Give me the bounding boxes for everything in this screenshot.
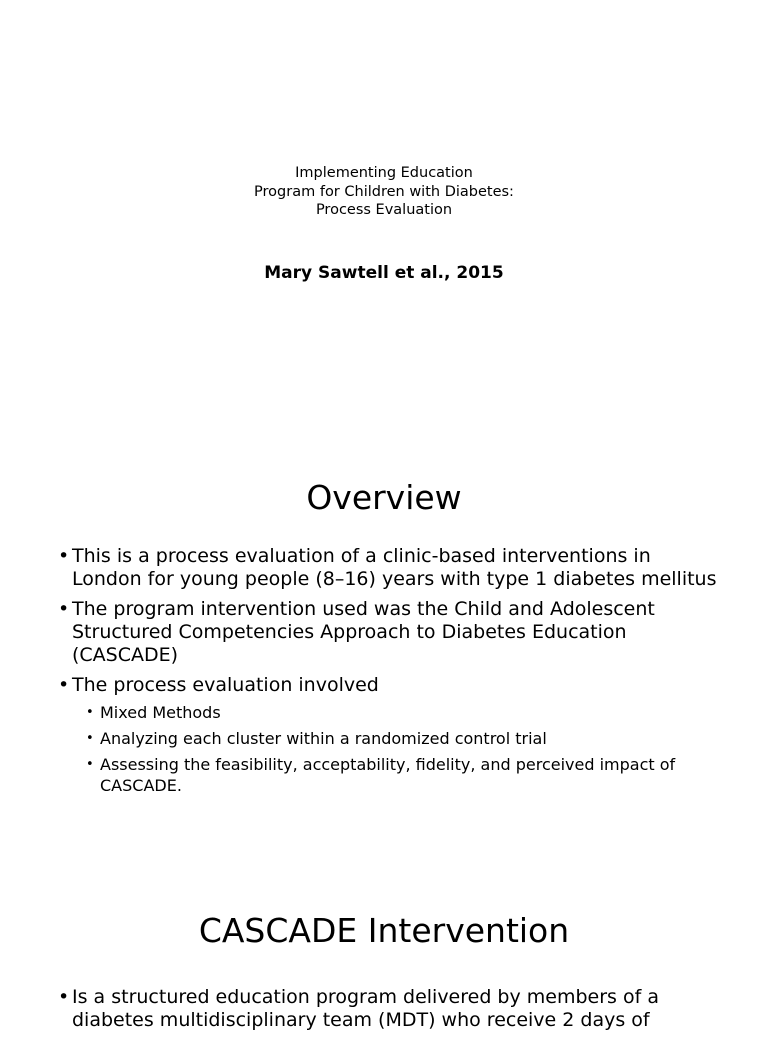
title-line: Program for Children with Diabetes: bbox=[254, 183, 514, 200]
title-line: Implementing Education bbox=[295, 165, 473, 181]
cascade-heading: CASCADE Intervention bbox=[198, 911, 570, 950]
bullet-item: • Is a structured education program delivered by members of a diabetes multidisciplinary team (MDT) who receive 2 days of bbox=[58, 986, 718, 1032]
sub-bullet-item: • Mixed Methods bbox=[86, 702, 718, 723]
overview-heading: Overview bbox=[306, 478, 462, 517]
title-line: Process Evaluation bbox=[315, 202, 453, 218]
bullet-item: • This is a process evaluation of a clinic-based interventions in London for young people (8–16) years with type 1 diabetes mellitus bbox=[58, 545, 718, 591]
bullet-item: • The program intervention used was the Child and Adolescent Structured Competencies Approach to Diabetes Education (CASCADE) bbox=[58, 598, 718, 667]
slide-title bbox=[0, 164, 768, 220]
sub-bullet-item: • Assessing the feasibility, acceptability, fidelity, and perceived impact of CASCADE. bbox=[86, 754, 718, 796]
overview-bullets bbox=[58, 545, 718, 803]
bullet-item bbox=[58, 674, 718, 796]
bullet-text: The process evaluation involved bbox=[72, 674, 379, 696]
cascade-bullets bbox=[58, 986, 718, 1039]
sub-bullets bbox=[72, 702, 718, 796]
sub-bullet-item: • Analyzing each cluster within a randomized control trial bbox=[86, 728, 718, 749]
author-line: Mary Sawtell et al., 2015 bbox=[264, 263, 504, 283]
